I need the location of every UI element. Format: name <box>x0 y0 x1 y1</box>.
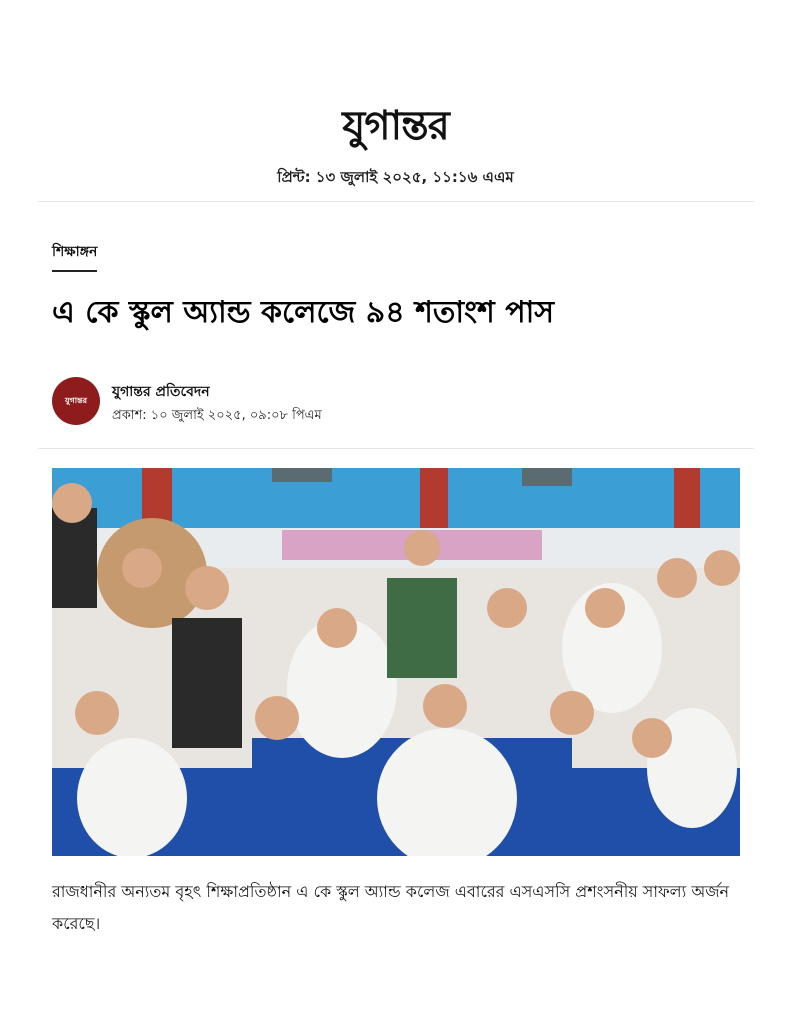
header-divider <box>38 201 754 202</box>
masthead <box>0 100 791 152</box>
article-photo <box>52 468 740 856</box>
site-logo[interactable]: যুগান্তর <box>342 102 449 149</box>
meta-divider <box>38 448 754 449</box>
article-body: রাজধানীর অন্যতম বৃহৎ শিক্ষাপ্রতিষ্ঠান এ কে স্কুল অ্যান্ড কলেজ এবারের এসএসসি প্রশংসনীয় সাফল্য অর্জন করেছে। <box>52 882 730 933</box>
category-label[interactable]: শিক্ষাঙ্গন <box>52 240 97 272</box>
author-name[interactable]: যুগান্তর প্রতিবেদন <box>112 384 210 400</box>
author-avatar <box>52 377 100 425</box>
students-celebrating-photo <box>52 468 740 856</box>
publish-date: প্রকাশ: ১০ জুলাই ২০২৫, ০৯:০৮ পিএম <box>112 408 322 423</box>
print-date: প্রিন্ট: ১৩ জুলাই ২০২৫, ১১:১৬ এএম <box>277 168 514 186</box>
article-headline: এ কে স্কুল অ্যান্ড কলেজে ৯৪ শতাংশ পাস <box>52 295 555 330</box>
avatar-logo-text: যুগান্তর <box>64 395 88 405</box>
